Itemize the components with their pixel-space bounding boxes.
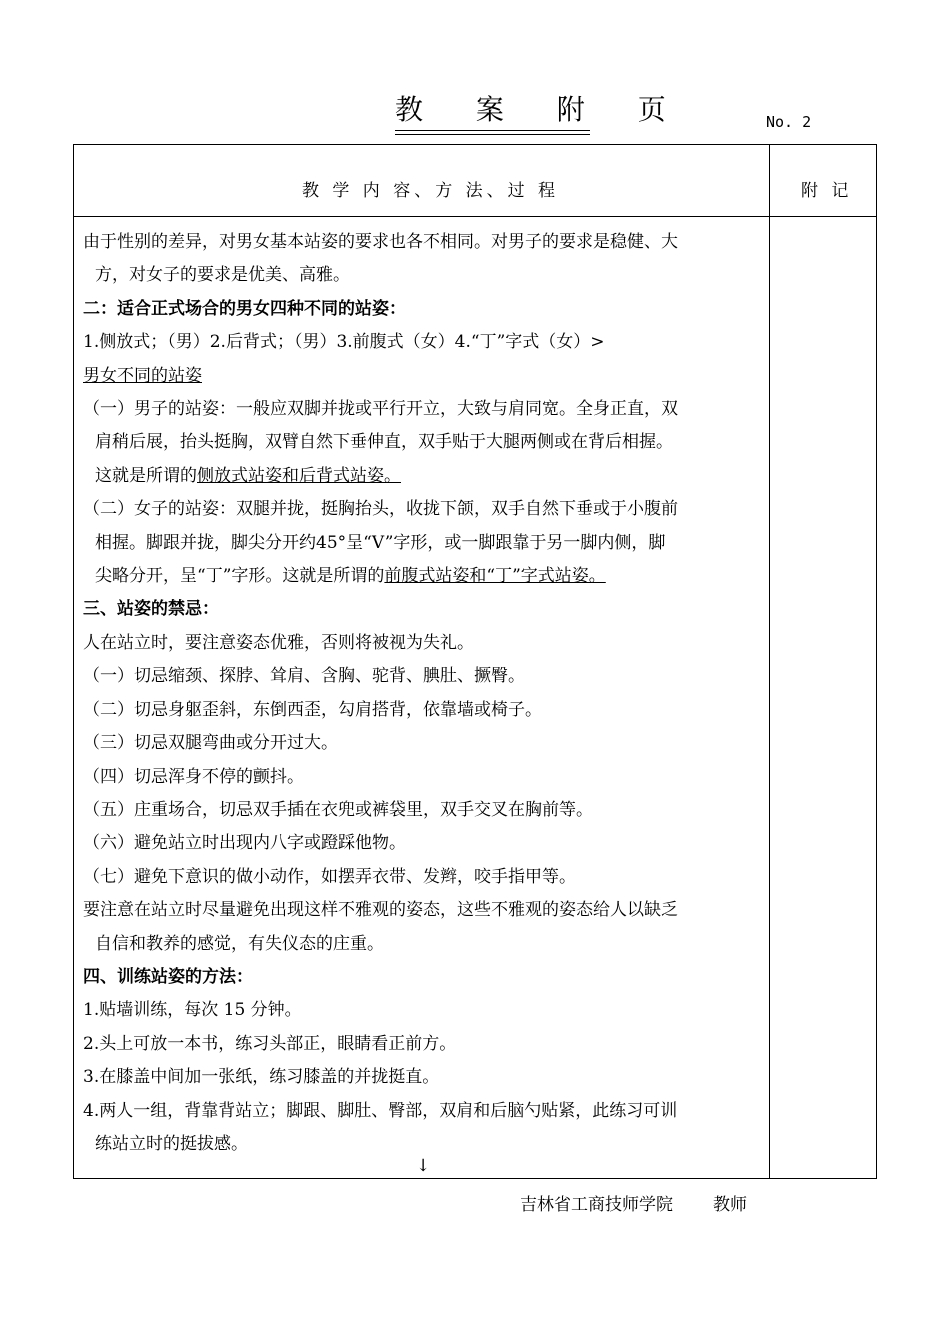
list-item: （二）切忌身躯歪斜，东倒西歪，勾肩搭背，依靠墙或椅子。 (83, 699, 542, 720)
list-item: 1.贴墙训练，每次 15 分钟。 (83, 1000, 302, 1021)
text-line: （一）男子的站姿：一般应双脚并拢或平行开立，大致与肩同宽。全身正直，双 (83, 399, 678, 420)
list-item: （四）切忌浑身不停的颤抖。 (83, 766, 304, 787)
text-line: 自信和教养的感觉，有失仪态的庄重。 (95, 933, 384, 954)
down-arrow-icon: ↓ (416, 1156, 431, 1176)
page-title: 教 案 附 页 (395, 93, 688, 126)
text-line: 1.侧放式；（男）2.后背式；（男）3.前腹式（女）4.“丁”字式（女）> (83, 332, 605, 353)
page-number: No. 2 (766, 113, 812, 131)
teacher-label: 教师 (713, 1195, 747, 1215)
text-line: 肩稍后展，抬头挺胸，双臂自然下垂伸直，双手贴于大腿两侧或在背后相握。 (95, 432, 673, 453)
column-header-notes: 附 记 (801, 181, 853, 201)
text-span: 这就是所谓的 (95, 465, 197, 486)
footer (520, 1190, 747, 1215)
text-line: 要注意在站立时尽量避免出现这样不雅观的姿态，这些不雅观的姿态给人以缺乏 (83, 900, 678, 921)
text-line: 方，对女子的要求是优美、高雅。 (95, 265, 350, 286)
lesson-content (83, 226, 768, 1161)
text-line: （二）女子的站姿：双腿并拢，挺胸抬头，收拢下颌，双手自然下垂或于小腹前 (83, 499, 678, 520)
list-item: 3.在膝盖中间加一张纸，练习膝盖的并拢挺直。 (83, 1067, 440, 1088)
text-line: 相握。脚跟并拢，脚尖分开约45°呈“V”字形，或一脚跟靠于另一脚内侧，脚 (95, 532, 666, 553)
table-right-border (876, 144, 877, 1179)
table-left-border (73, 144, 74, 1179)
underlined-text: 侧放式站姿和后背式站姿。 (197, 465, 401, 486)
text-line: 练站立时的挺拔感。 (95, 1133, 248, 1154)
subheading-underlined: 男女不同的站姿 (83, 365, 202, 386)
section-heading: 二：适合正式场合的男女四种不同的站姿： (83, 298, 406, 319)
text-line: 由于性别的差异，对男女基本站姿的要求也各不相同。对男子的要求是稳健、大 (83, 232, 678, 252)
list-item: （七）避免下意识的做小动作，如摆弄衣带、发辫，咬手指甲等。 (83, 866, 576, 887)
underlined-text: 前腹式站姿和“丁”字式站姿。 (384, 566, 606, 587)
text-line: 人在站立时，要注意姿态优雅，否则将被视为失礼。 (83, 632, 474, 653)
list-item: 2.头上可放一本书，练习头部正，眼睛看正前方。 (83, 1033, 457, 1054)
list-item: （六）避免站立时出现内八字或蹬踩他物。 (83, 833, 406, 854)
text-span: 尖略分开，呈“丁”字形。这就是所谓的 (95, 566, 385, 587)
column-header-main: 教 学 内 容、方 法、过 程 (302, 181, 560, 201)
section-heading: 三、站姿的禁忌： (83, 599, 219, 620)
title-underline (395, 130, 590, 131)
table-bottom-border (73, 1178, 877, 1179)
school-name: 吉林省工商技师学院 (520, 1195, 673, 1215)
table-header-divider (73, 216, 877, 217)
table-top-border (73, 144, 877, 145)
section-heading: 四、训练站姿的方法： (83, 966, 253, 987)
title-underline-2 (395, 134, 590, 135)
list-item: （一）切忌缩颈、探脖、耸肩、含胸、驼背、腆肚、撅臀。 (83, 666, 525, 687)
list-item: （三）切忌双腿弯曲或分开过大。 (83, 733, 338, 754)
list-item: （五）庄重场合，切忌双手插在衣兜或裤袋里，双手交叉在胸前等。 (83, 799, 593, 820)
list-item: 4.两人一组，背靠背站立；脚跟、脚肚、臀部，双肩和后脑勺贴紧，此练习可训 (83, 1100, 678, 1121)
table-column-divider (769, 144, 770, 1179)
